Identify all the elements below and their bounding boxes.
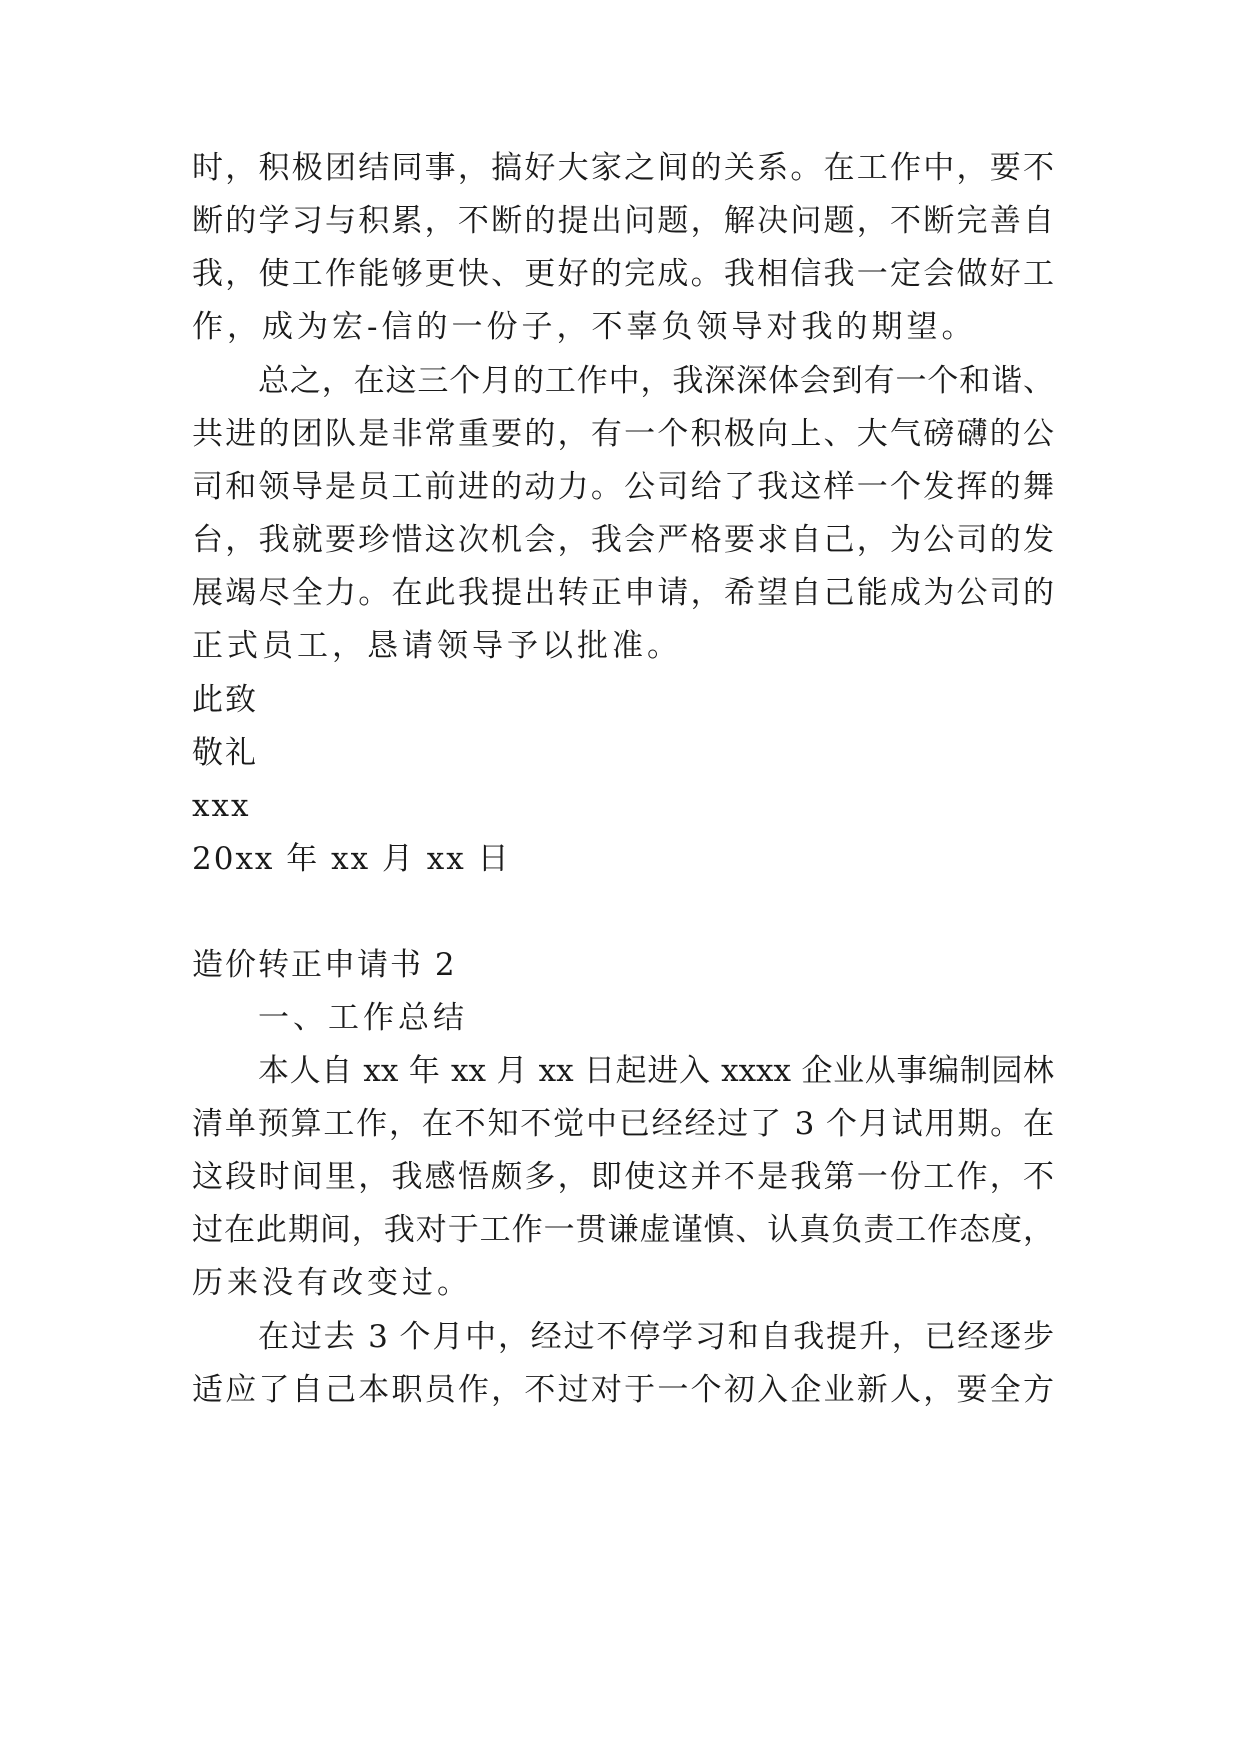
section-heading: 一、工作总结 <box>258 1000 468 1036</box>
text-line: 这段时间里，我感悟颇多，即使这并不是我第一份工作，不 <box>192 1159 1054 1195</box>
text-line: 时，积极团结同事，搞好大家之间的关系。在工作中，要不 <box>192 150 1054 186</box>
text-line: 台，我就要珍惜这次机会，我会严格要求自己，为公司的发 <box>192 522 1054 558</box>
closing-regards: 敬礼 <box>192 735 258 771</box>
text-line: 我，使工作能够更快、更好的完成。我相信我一定会做好工 <box>192 256 1054 292</box>
text-line: 展竭尽全力。在此我提出转正申请，希望自己能成为公司的 <box>192 575 1054 611</box>
text-line: 断的学习与积累，不断的提出问题，解决问题，不断完善自 <box>192 203 1054 239</box>
text-line: 共进的团队是非常重要的，有一个积极向上、大气磅礴的公 <box>192 416 1054 452</box>
text-line: 在过去 3 个月中，经过不停学习和自我提升，已经逐步 <box>258 1319 1054 1355</box>
closing-salutation: 此致 <box>192 682 258 718</box>
signature-date: 20xx 年 xx 月 xx 日 <box>192 841 511 877</box>
text-line: 历来没有改变过。 <box>192 1265 472 1301</box>
text-line: 过在此期间，我对于工作一贯谦虚谨慎、认真负责工作态度， <box>192 1212 1054 1248</box>
text-line: 本人自 xx 年 xx 月 xx 日起进入 xxxx 企业从事编制园林 <box>258 1053 1054 1089</box>
text-line: 司和领导是员工前进的动力。公司给了我这样一个发挥的舞 <box>192 469 1054 505</box>
text-line: 作，成为宏-信的一份子，不辜负领导对我的期望。 <box>192 309 977 345</box>
text-line: 适应了自己本职员作，不过对于一个初入企业新人，要全方 <box>192 1372 1054 1408</box>
text-line: 正式员工，恳请领导予以批准。 <box>192 628 682 664</box>
text-line: 总之，在这三个月的工作中，我深深体会到有一个和谐、 <box>258 363 1054 399</box>
text-line: 清单预算工作，在不知不觉中已经经过了 3 个月试用期。在 <box>192 1106 1054 1142</box>
document-title: 造价转正申请书 2 <box>192 947 457 983</box>
signature-name: xxx <box>192 788 251 824</box>
